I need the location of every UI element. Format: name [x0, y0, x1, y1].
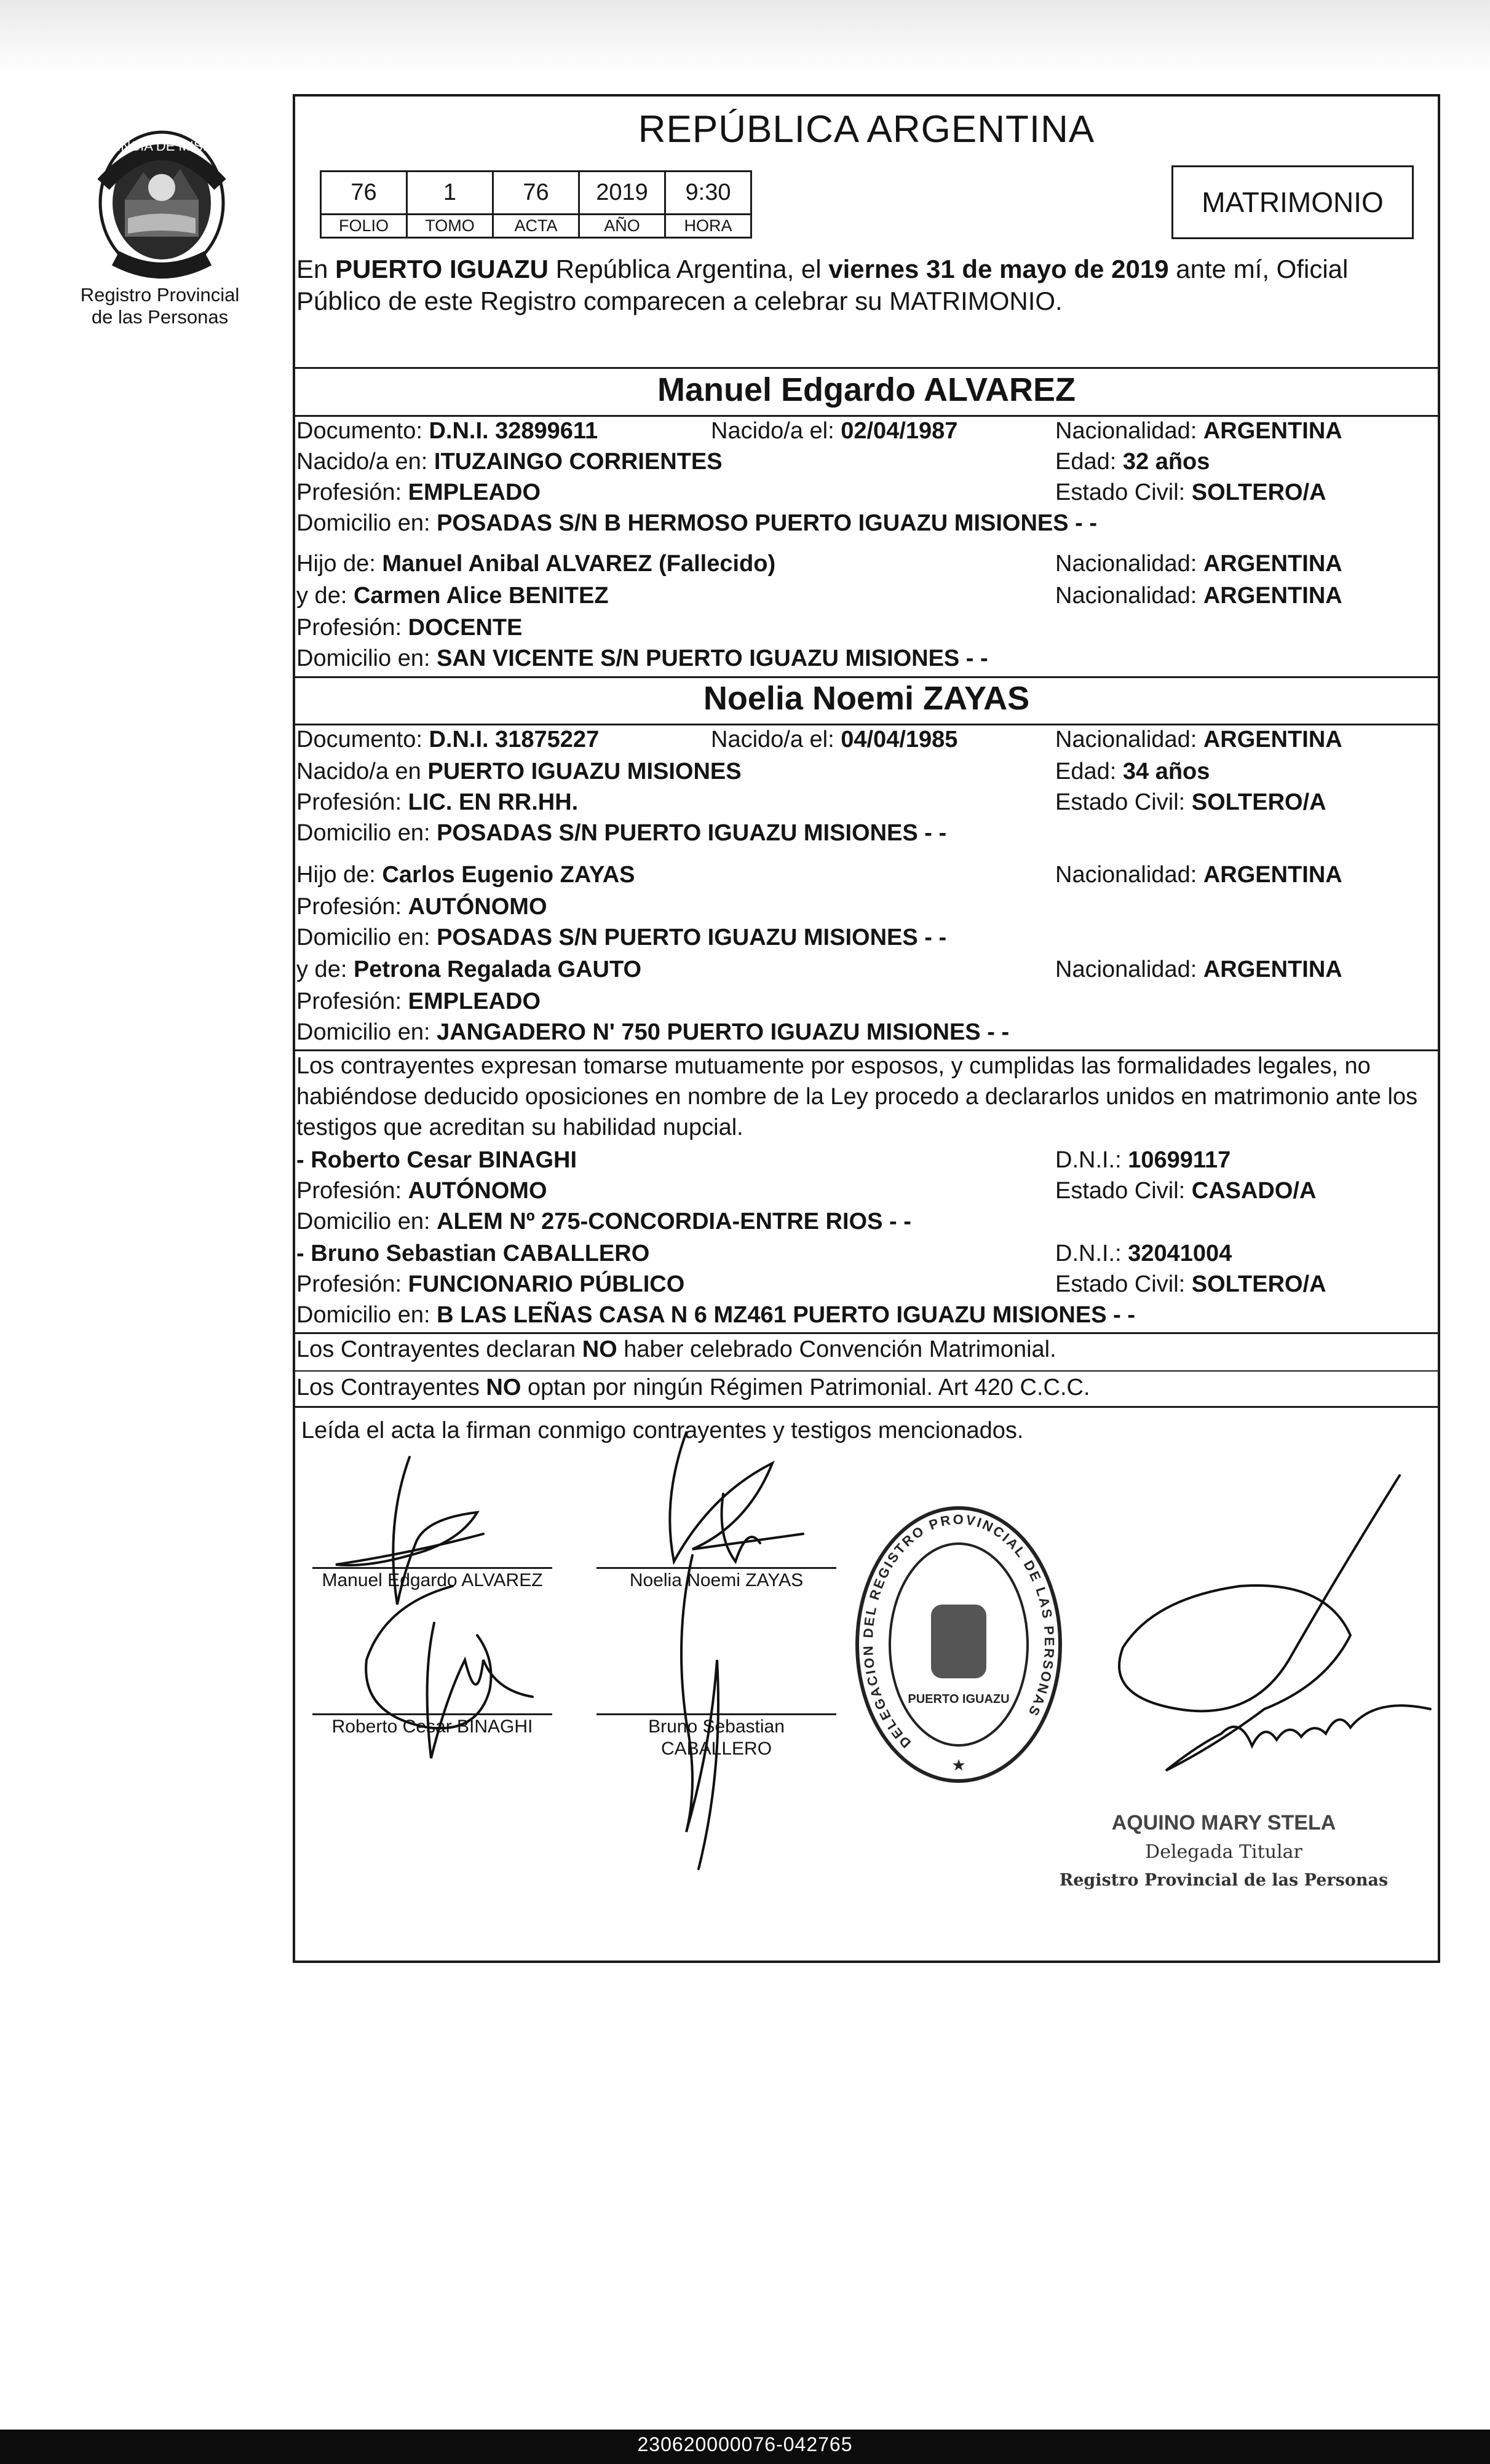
emblem-arc-text: PROVINCIA DE MISIONES: [78, 138, 245, 154]
witness1-address-value: ALEM Nº 275-CONCORDIA-ENTRE RIOS - -: [437, 1209, 911, 1234]
witness2-name-value: - Bruno Sebastian CABALLERO: [296, 1241, 650, 1266]
bride-nationality-value: ARGENTINA: [1203, 727, 1342, 752]
bride-signature-name: Noelia Noemi ZAYAS: [629, 1570, 804, 1590]
intro-date: viernes 31 de mayo de 2019: [828, 255, 1169, 283]
bride-birthplace: [296, 758, 742, 785]
witness1-name-value: - Roberto Cesar BINAGHI: [296, 1147, 577, 1173]
bride-age-value: 34 años: [1122, 759, 1210, 784]
official-signature-ink: [1119, 1475, 1430, 1771]
groom-age: [1055, 448, 1210, 475]
label: Nacionalidad:: [1055, 551, 1203, 577]
folio-label: FOLIO: [321, 215, 407, 238]
witness1-profession: [296, 1177, 547, 1204]
groom-address: [296, 510, 1097, 537]
label: Domicilio en:: [296, 1209, 437, 1234]
intro-paragraph: [296, 253, 1434, 317]
groom-address-value: POSADAS S/N B HERMOSO PUERTO IGUAZU MISIONES - -: [437, 510, 1098, 536]
groom-profession-value: EMPLEADO: [408, 480, 541, 505]
groom-father-nationality-value: ARGENTINA: [1203, 551, 1342, 577]
label: Nacido/a en:: [296, 449, 434, 475]
groom-civil-status: [1055, 479, 1326, 506]
label: Nacionalidad:: [1055, 727, 1203, 752]
groom-nationality-value: ARGENTINA: [1203, 418, 1342, 444]
label: Profesión:: [296, 894, 408, 920]
bride-mother-profession-value: EMPLEADO: [408, 989, 541, 1014]
hour-label: HORA: [665, 215, 751, 238]
label: Domicilio en:: [296, 1019, 437, 1045]
witness1-signature-name: Roberto Cesar BINAGHI: [331, 1716, 533, 1737]
intro-text-1: En: [296, 255, 336, 283]
registry-caption-line1: Registro Provincial: [80, 284, 240, 306]
witness2-signature-name-line2: CABALLERO: [660, 1739, 772, 1759]
label: Hijo de:: [296, 862, 382, 888]
official-organization: Registro Provincial de las Personas: [1059, 1871, 1389, 1890]
witness2-civil-status: [1055, 1271, 1326, 1298]
witness2-address-value: B LAS LEÑAS CASA N 6 MZ461 PUERTO IGUAZU MISIONES - -: [437, 1302, 1135, 1328]
signature-intro: Leída el acta la firman conmigo contrayentes y testigos mencionados.: [301, 1418, 1024, 1443]
bride-father: [296, 861, 635, 888]
emphasis: NO: [582, 1337, 617, 1362]
bride-mother-nationality: [1055, 956, 1342, 983]
label: Profesión:: [296, 989, 408, 1014]
label: Nacionalidad:: [1055, 583, 1203, 609]
tomo-value: 1: [407, 172, 493, 215]
groom-name: Manuel Edgardo ALVAREZ: [657, 371, 1076, 408]
groom-profession: [296, 479, 541, 506]
label: Estado Civil:: [1055, 1178, 1192, 1204]
groom-signature-ink: [336, 1457, 483, 1605]
bride-profession: [296, 789, 578, 816]
bride-father-address-value: POSADAS S/N PUERTO IGUAZU MISIONES - -: [437, 925, 947, 950]
acta-label: ACTA: [493, 215, 579, 238]
bride-father-address: [296, 924, 946, 951]
label: y de:: [296, 957, 354, 982]
groom-signature-name: Manuel Edgardo ALVAREZ: [322, 1570, 543, 1590]
groom-document: [296, 417, 598, 444]
label: Profesión:: [296, 480, 408, 505]
label: y de:: [296, 583, 354, 609]
bride-father-profession: [296, 893, 547, 920]
registry-caption: [61, 284, 258, 328]
divider: [295, 1370, 1438, 1372]
groom-parents-address: [296, 645, 988, 672]
intro-place: PUERTO IGUAZU: [335, 255, 549, 283]
divider: [295, 724, 1438, 725]
label: Nacido/a en: [296, 759, 428, 784]
witness2-name: [296, 1240, 649, 1267]
groom-birthplace-value: ITUZAINGO CORRIENTES: [434, 449, 723, 475]
groom-nationality: [1055, 417, 1342, 444]
label: Hijo de:: [296, 551, 382, 577]
bride-civil-status: [1055, 789, 1326, 816]
groom-birthplace: [296, 448, 723, 475]
witness2-dni: [1055, 1240, 1232, 1267]
groom-father-nationality: [1055, 550, 1342, 577]
divider: [295, 367, 1438, 369]
groom-mother-nationality-value: ARGENTINA: [1203, 583, 1342, 609]
groom-civil-status-value: SOLTERO/A: [1191, 480, 1326, 505]
label: Documento:: [296, 727, 429, 752]
tomo-label: TOMO: [407, 215, 493, 238]
label: D.N.I.:: [1055, 1241, 1128, 1266]
bride-address: [296, 819, 946, 847]
text: optan por ningún Régimen Patrimonial. Art 420 C.C.C.: [521, 1375, 1090, 1400]
official-name: AQUINO MARY STELA: [1111, 1811, 1336, 1834]
groom-mother-nationality: [1055, 582, 1342, 609]
bride-age: [1055, 758, 1210, 785]
witness1-profession-value: AUTÓNOMO: [408, 1178, 547, 1204]
label: Domicilio en:: [296, 646, 437, 671]
witness2-civil-status-value: SOLTERO/A: [1191, 1271, 1326, 1297]
label: Documento:: [296, 418, 429, 444]
label: Profesión:: [296, 1271, 408, 1297]
witness2-address: [296, 1301, 1135, 1329]
convention-line-1: [296, 1336, 1056, 1363]
label: Nacionalidad:: [1055, 957, 1203, 982]
bride-profession-value: LIC. EN RR.HH.: [408, 789, 579, 815]
bride-nationality: [1055, 726, 1342, 753]
label: Domicilio en:: [296, 820, 437, 846]
groom-parents-profession-value: DOCENTE: [408, 615, 523, 641]
witness1-signature-ink: [366, 1586, 533, 1758]
emphasis: NO: [486, 1375, 521, 1400]
bride-birthdate-value: 04/04/1985: [841, 727, 958, 752]
intro-text-3: ante mí, Oficial Público de este Registro comparecen a celebrar su MATRIMONIO.: [296, 255, 1349, 315]
provincia-misiones-emblem: [78, 126, 245, 280]
registry-caption-line2: de las Personas: [91, 306, 229, 328]
declaration-paragraph: Los contrayentes expresan tomarse mutuamente por esposos, y cumplidas las formalidades legales, no habiéndose deducido oposiciones en nombre de la Ley procedo a declararlos unidos en matrimonio ante los testigos que acreditan su habilidad nupcial.: [296, 1053, 1418, 1140]
intro-text-2: República Argentina, el: [548, 255, 829, 283]
seal-ring-text-path: DELEGACION DEL REGISTRO PROVINCIAL DE LAS PERSONAS: [860, 1511, 1058, 1751]
groom-father-value: Manuel Anibal ALVAREZ (Fallecido): [382, 551, 776, 577]
bride-dni: D.N.I. 31875227: [429, 727, 600, 752]
witness1-dni: [1055, 1147, 1230, 1174]
bride-address-value: POSADAS S/N PUERTO IGUAZU MISIONES - -: [437, 820, 947, 846]
bride-father-nationality-value: ARGENTINA: [1203, 862, 1342, 888]
groom-age-value: 32 años: [1122, 449, 1210, 475]
groom-mother-value: Carmen Alice BENITEZ: [353, 583, 609, 609]
bride-mother-address-value: JANGADERO N' 750 PUERTO IGUAZU MISIONES - -: [437, 1019, 1010, 1045]
text: Los Contrayentes: [296, 1375, 486, 1400]
label: D.N.I.:: [1055, 1147, 1128, 1173]
label: Estado Civil:: [1055, 1271, 1192, 1297]
label: Domicilio en:: [296, 1302, 437, 1328]
registry-seal: [851, 1500, 1066, 1789]
label: Edad:: [1055, 759, 1123, 784]
acta-reference-table: [320, 170, 752, 239]
witness2-profession-value: FUNCIONARIO PÚBLICO: [408, 1271, 685, 1297]
bride-name: Noelia Noemi ZAYAS: [703, 680, 1030, 717]
groom-parents-profession: [296, 614, 522, 641]
folio-value: 76: [321, 172, 407, 215]
bride-signature-ink: [670, 1432, 803, 1562]
label: Nacido/a el:: [711, 418, 841, 444]
groom-birthdate: [711, 417, 957, 444]
groom-father: [296, 550, 775, 577]
groom-parents-address-value: SAN VICENTE S/N PUERTO IGUAZU MISIONES - -: [437, 646, 988, 671]
label: Edad:: [1055, 449, 1123, 475]
witness2-signature-name-line1: Bruno Sebastian: [648, 1716, 785, 1737]
divider: [295, 676, 1438, 678]
label: Profesión:: [296, 615, 408, 641]
acta-value: 76: [493, 172, 579, 215]
witness2-profession: [296, 1271, 684, 1298]
bride-father-profession-value: AUTÓNOMO: [408, 894, 547, 920]
witness1-civil-status-value: CASADO/A: [1191, 1178, 1317, 1204]
bride-civil-status-value: SOLTERO/A: [1191, 789, 1326, 815]
groom-birthdate-value: 02/04/1987: [841, 418, 958, 444]
bride-mother-profession: [296, 988, 541, 1015]
hour-value: 9:30: [665, 172, 751, 215]
label: Nacido/a el:: [711, 727, 841, 752]
label: Domicilio en:: [296, 925, 437, 950]
act-type-box: MATRIMONIO: [1171, 165, 1414, 239]
convention-line-2: [296, 1374, 1090, 1401]
text: Los Contrayentes declaran: [296, 1337, 582, 1362]
scan-shadow: [0, 0, 1490, 74]
text: haber celebrado Convención Matrimonial.: [617, 1337, 1056, 1362]
bride-birthplace-value: PUERTO IGUAZU MISIONES: [427, 759, 742, 784]
bride-mother-nationality-value: ARGENTINA: [1203, 957, 1342, 982]
seal-star-icon: ★: [951, 1756, 966, 1774]
document-title: REPÚBLICA ARGENTINA: [638, 108, 1095, 151]
groom-dni: D.N.I. 32899611: [429, 418, 598, 444]
witness2-signature-ink: [681, 1555, 718, 1869]
label: Nacionalidad:: [1055, 862, 1203, 888]
witness1-dni-value: 10699117: [1128, 1147, 1231, 1173]
witness2-dni-value: 32041004: [1128, 1241, 1232, 1266]
label: Profesión:: [296, 789, 408, 815]
bride-mother-value: Petrona Regalada GAUTO: [353, 957, 642, 982]
official-role: Delegada Titular: [1145, 1841, 1302, 1863]
bride-mother: [296, 956, 641, 983]
year-value: 2019: [579, 172, 665, 215]
divider: [295, 1332, 1438, 1334]
divider: [295, 415, 1438, 417]
label: Nacionalidad:: [1055, 418, 1203, 444]
label: Estado Civil:: [1055, 480, 1192, 505]
witness1-civil-status: [1055, 1177, 1316, 1204]
document-code: 230620000076-042765: [637, 2433, 853, 2455]
witness1-address: [296, 1208, 911, 1235]
groom-mother: [296, 582, 609, 609]
bride-father-value: Carlos Eugenio ZAYAS: [382, 862, 635, 888]
year-label: AÑO: [579, 215, 665, 238]
seal-town: PUERTO IGUAZU: [908, 1692, 1010, 1706]
bride-document: [296, 726, 599, 753]
bride-father-nationality: [1055, 861, 1342, 888]
label: Profesión:: [296, 1178, 408, 1204]
label: Domicilio en:: [296, 510, 437, 536]
label: Estado Civil:: [1055, 789, 1192, 815]
bride-birthdate: [711, 726, 957, 753]
witness1-name: [296, 1147, 577, 1174]
bride-mother-address: [296, 1019, 1009, 1046]
